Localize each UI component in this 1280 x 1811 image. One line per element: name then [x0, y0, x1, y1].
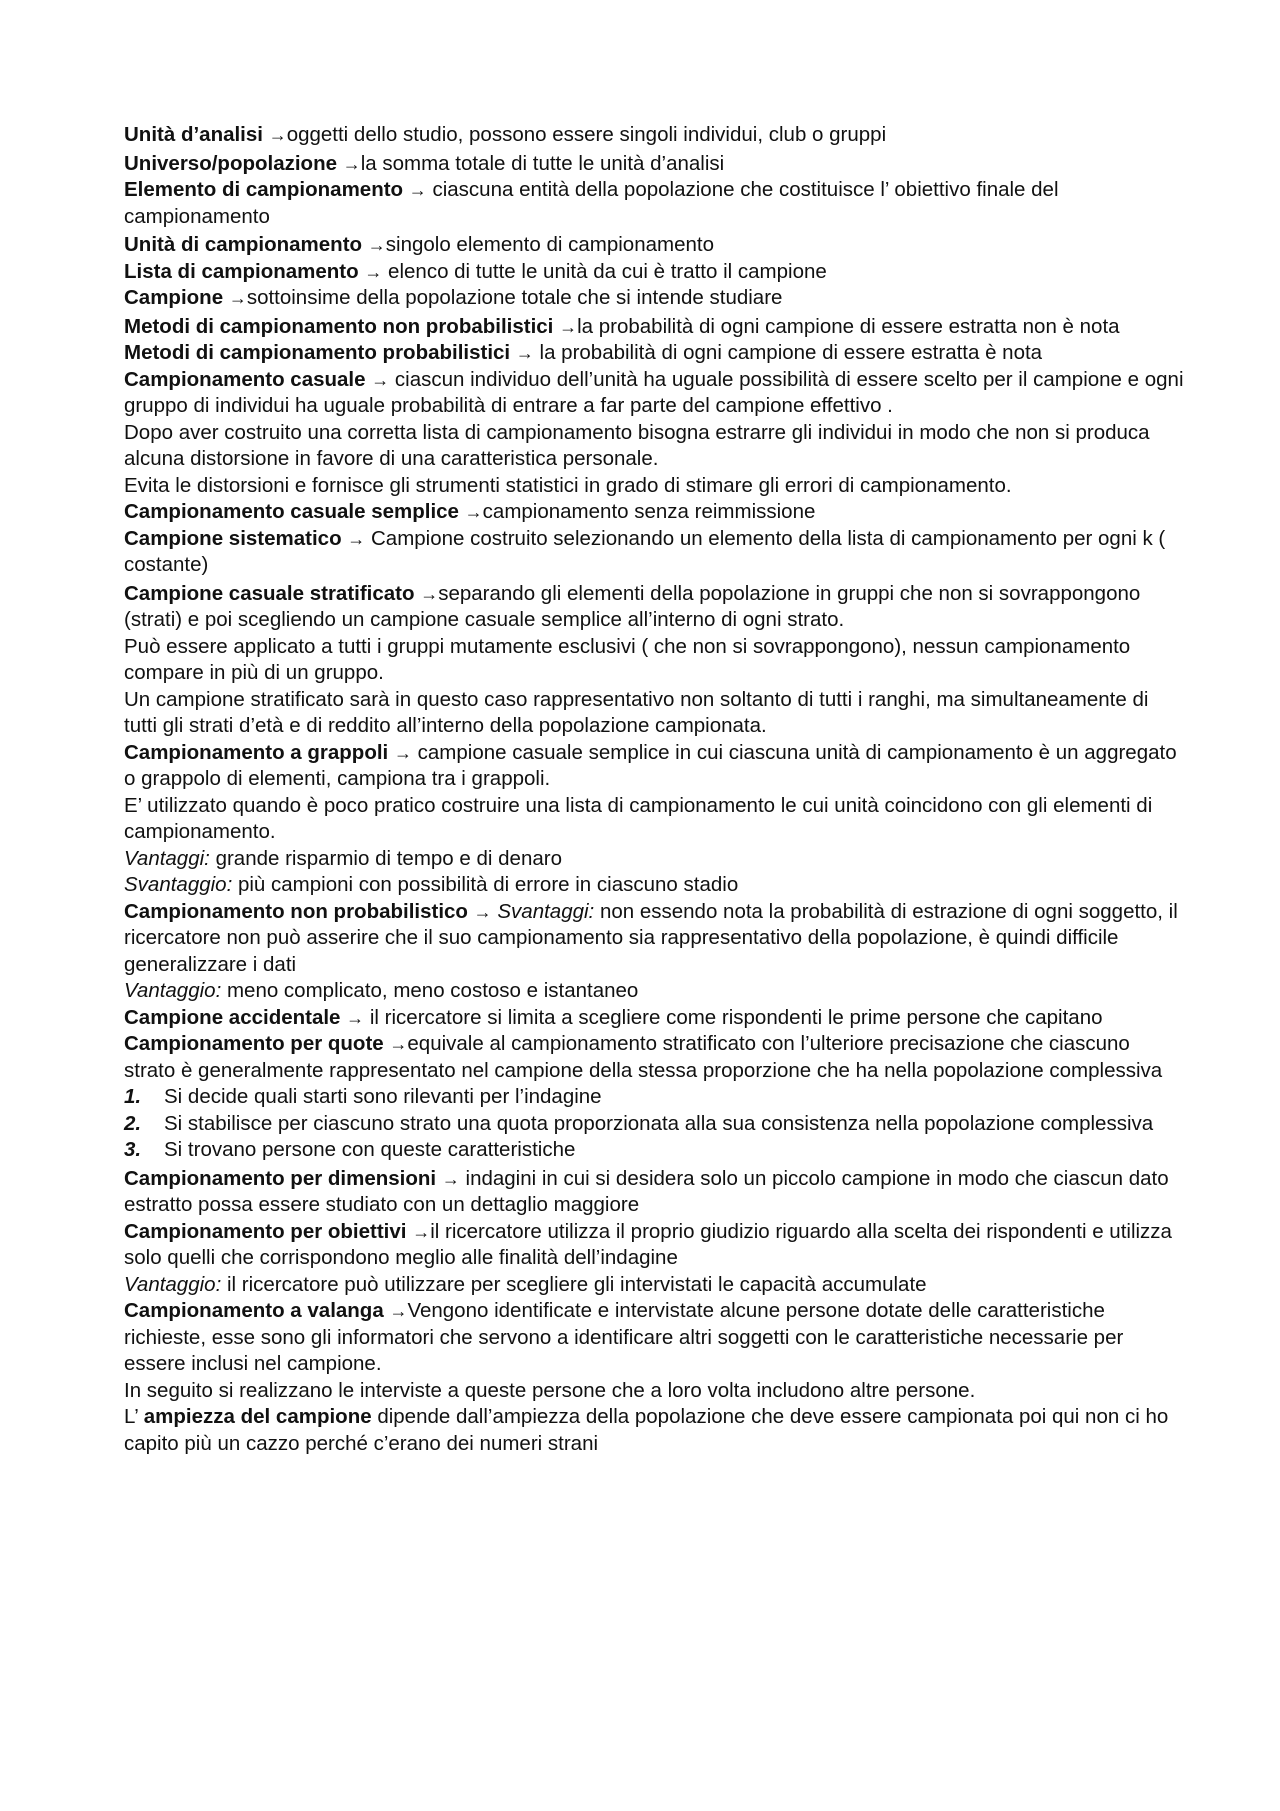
paragraph-valanga: In seguito si realizzano le interviste a queste persone che a loro volta includono altre persone.: [124, 1378, 976, 1402]
entry-sistematico: Campione sistematico → Campione costruito selezionando un elemento della lista di campionamento per ogni k ( costante): [124, 526, 1166, 576]
entry-casuale-semplice: Campionamento casuale semplice →campionamento senza reimmissione: [124, 500, 816, 523]
entry-universo: Universo/popolazione →la somma totale di tutte le unità d’analisi: [124, 151, 725, 175]
entry-lista: Lista di campionamento → elenco di tutte le unità da cui è tratto il campione: [124, 259, 827, 283]
entry-valanga: Campionamento a valanga →Vengono identificate e intervistate alcune persone dotate delle caratteristiche richieste, esse sono gli informatori che servono a identificare altri soggetti con le caratteristiche necessarie per essere inclusi nel campione.: [124, 1299, 1124, 1375]
quote-steps-list: [124, 1084, 1184, 1164]
entry-metodi-prob: Metodi di campionamento probabilistici → la probabilità di ogni campione di essere estratta è nota: [124, 341, 1043, 364]
entry-obiettivi: Campionamento per obiettivi →il ricercatore utilizza il proprio giudizio riguardo alla scelta dei rispondenti e utilizza solo quelli che corrispondono meglio alle finalità dell’indagine: [124, 1219, 1172, 1269]
paragraph-strat-2: Un campione stratificato sarà in questo caso rappresentativo non soltanto di tutti i ranghi, ma simultaneamente di tutti gli strati d’età e di reddito all’interno della popolazione campionata.: [124, 687, 1149, 737]
entry-accidentale: Campione accidentale → il ricercatore si limita a scegliere come rispondenti le prime persone che capitano: [124, 1005, 1103, 1029]
entry-elemento: Elemento di campionamento → ciascuna entità della popolazione che costituisce l’ obiettivo finale del campionamento: [124, 178, 1059, 228]
grappoli-svantaggio: Svantaggio: più campioni con possibilità di errore in ciascuno stadio: [124, 873, 739, 896]
list-item: 1. Si decide quali starti sono rilevanti per l’indagine: [124, 1085, 602, 1108]
entry-quote: Campionamento per quote →equivale al campionamento stratificato con l’ulteriore precisazione che ciascuno strato è generalmente rappresentato nel campione della stessa proporzione che ha nella popolazione complessiva: [124, 1032, 1163, 1082]
entry-casuale: Campionamento casuale → ciascun individuo dell’unità ha uguale possibilità di essere scelto per il campione e ogni gruppo di individui ha uguale probabilità di entrare a far parte del campione effettivo .: [124, 367, 1184, 417]
entry-unita-analisi: Unità d’analisi →oggetti dello studio, possono essere singoli individui, club o gruppi: [124, 123, 887, 146]
entry-metodi-non-prob: Metodi di campionamento non probabilistici →la probabilità di ogni campione di essere estratta non è nota: [124, 314, 1120, 338]
list-item: 3. Si trovano persone con queste caratteristiche: [124, 1138, 576, 1161]
notes-body: [124, 122, 1184, 1457]
list-item: 2. Si stabilisce per ciascuno strato una quota proporzionata alla sua consistenza nella popolazione complessiva: [124, 1111, 1154, 1135]
entry-unita-campionamento: Unità di campionamento →singolo elemento di campionamento: [124, 233, 714, 256]
entry-grappoli: Campionamento a grappoli → campione casuale semplice in cui ciascuna unità di campionamento è un aggregato o grappolo di elementi, campiona tra i grappoli.: [124, 740, 1177, 790]
entry-dimensioni: Campionamento per dimensioni → indagini in cui si desidera solo un piccolo campione in modo che ciascun dato estratto possa essere studiato con un dettaglio maggiore: [124, 1166, 1169, 1216]
paragraph-ampiezza: L’ ampiezza del campione dipende dall’ampiezza della popolazione che deve essere campionata poi qui non ci ho capito più un cazzo perché c’erano dei numeri strani: [124, 1405, 1169, 1455]
grappoli-vantaggi: Vantaggi: grande risparmio di tempo e di denaro: [124, 846, 562, 870]
nonprob-vantaggio: Vantaggio: meno complicato, meno costoso e istantaneo: [124, 979, 639, 1002]
entry-non-probabilistico: Campionamento non probabilistico → Svantaggi: non essendo nota la probabilità di estrazione di ogni soggetto, il ricercatore non può asserire che il suo campionamento sia rappresentativo della popolazione, è quindi difficile generalizzare i dati: [124, 899, 1178, 976]
paragraph-casuale-2: Evita le distorsioni e fornisce gli strumenti statistici in grado di stimare gli errori di campionamento.: [124, 473, 1012, 497]
entry-stratificato: Campione casuale stratificato →separando gli elementi della popolazione in gruppi che non si sovrappongono (strati) e poi scegliendo un campione casuale semplice all’interno di ogni strato.: [124, 581, 1141, 631]
paragraph-grappoli: E’ utilizzato quando è poco pratico costruire una lista di campionamento le cui unità coincidono con gli elementi di campionamento.: [124, 793, 1153, 843]
entry-campione: Campione →sottoinsime della popolazione totale che si intende studiare: [124, 286, 783, 309]
paragraph-casuale-1: Dopo aver costruito una corretta lista di campionamento bisogna estrarre gli individui in modo che non si produca alcuna distorsione in favore di una caratteristica personale.: [124, 420, 1150, 470]
paragraph-strat-1: Può essere applicato a tutti i gruppi mutamente esclusivi ( che non si sovrappongono), nessun campionamento compare in più di un gruppo.: [124, 634, 1131, 684]
obiettivi-vantaggio: Vantaggio: il ricercatore può utilizzare per scegliere gli intervistati le capacità accumulate: [124, 1272, 927, 1296]
